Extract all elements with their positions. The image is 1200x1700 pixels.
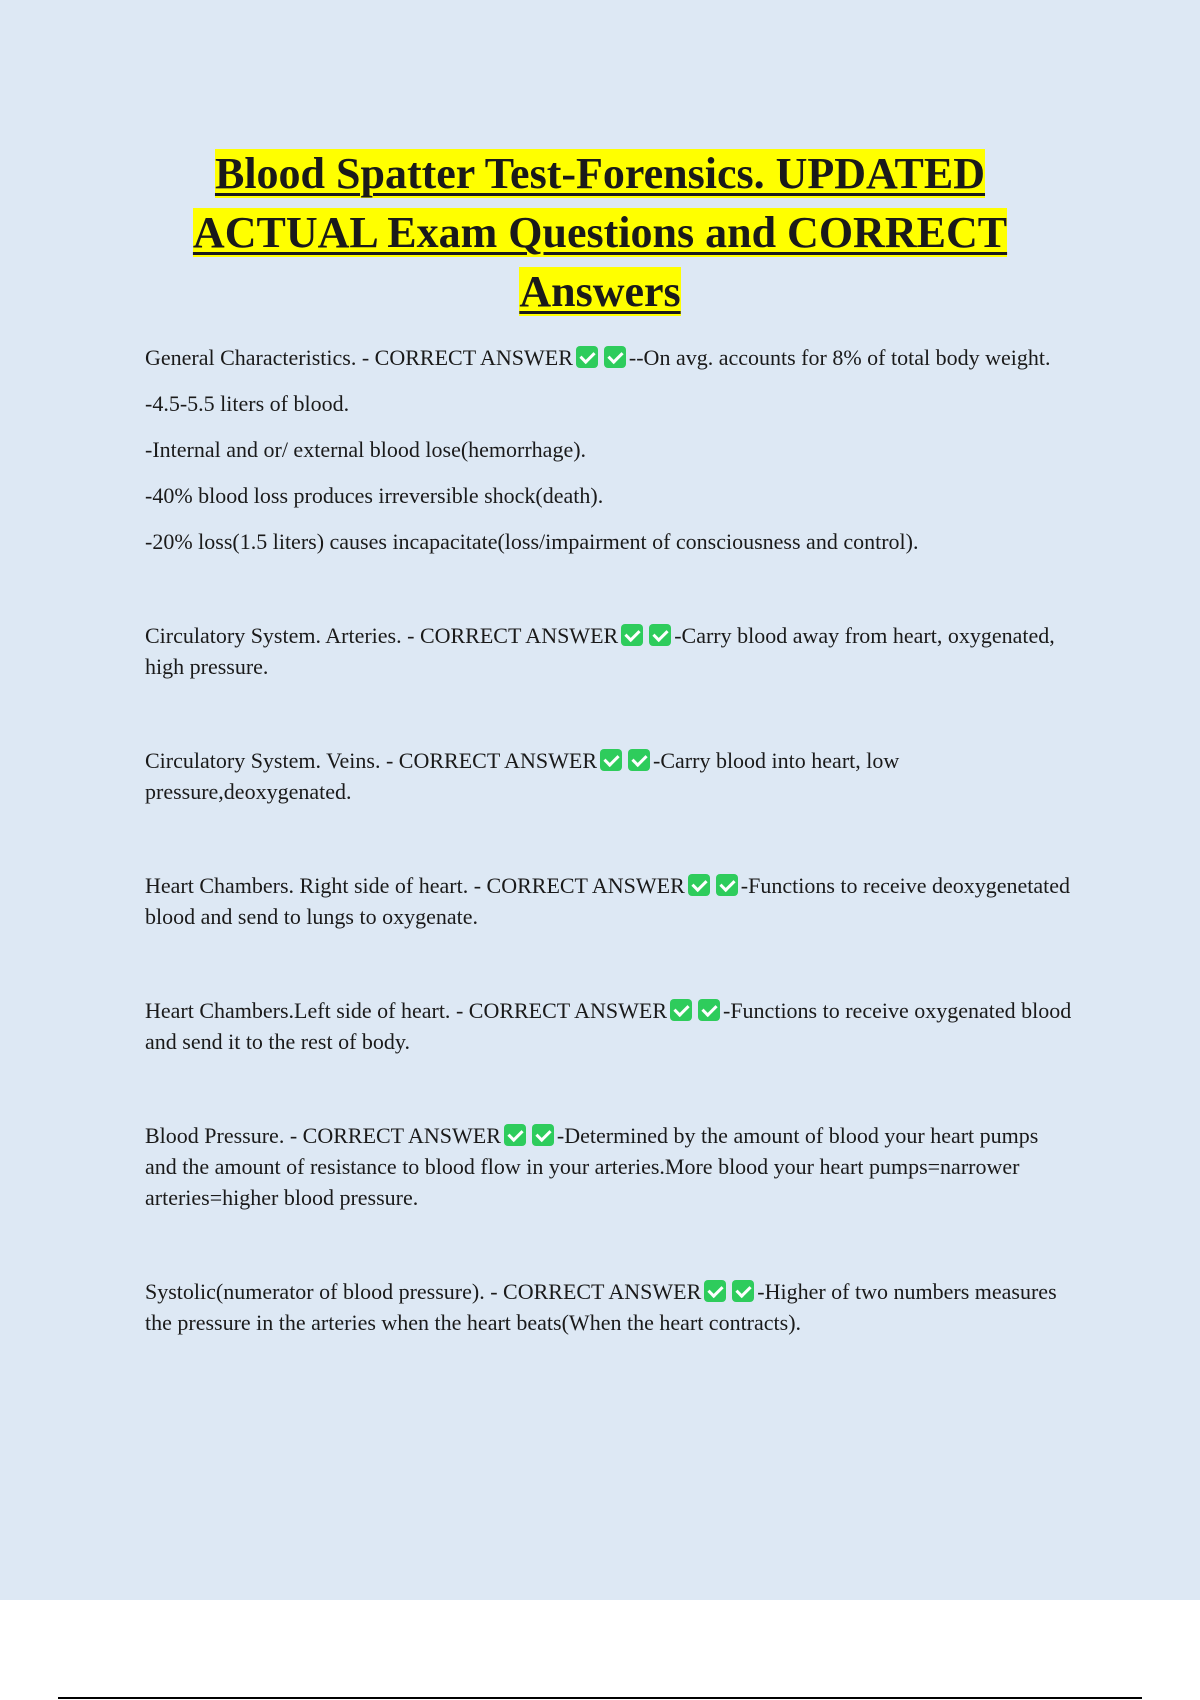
qa-entry-right-heart: [145, 870, 1075, 932]
answer-text: -Functions to receive deoxygenetated blood and send to lungs to oxygenate.: [145, 873, 1071, 929]
answer-marker: - CORRECT ANSWER: [361, 345, 573, 370]
check-mark-icon: [698, 999, 720, 1021]
answer-text: -Determined by the amount of blood your heart pumps and the amount of resistance to blood flow in your arteries.More blood your heart pumps=narrower arteries=higher blood pressure.: [145, 1123, 1039, 1210]
general-point: -40% blood loss produces irreversible shock(death).: [145, 483, 604, 508]
title-line-2: ACTUAL Exam Questions and CORRECT: [192, 208, 1008, 257]
answer-text: -Carry blood away from heart, oxygenated, high pressure.: [145, 623, 1055, 679]
check-mark-icon: [621, 624, 643, 646]
check-mark-icon: [604, 346, 626, 368]
question-text: Heart Chambers.Left side of heart.: [145, 998, 451, 1023]
check-mark-icon: [600, 749, 622, 771]
answer-marker: - CORRECT ANSWER: [289, 1123, 501, 1148]
qa-content: [145, 342, 1075, 1338]
answer-text: --On avg. accounts for 8% of total body weight.: [628, 345, 1051, 370]
question-text: Heart Chambers. Right side of heart.: [145, 873, 469, 898]
title-line-3: Answers: [519, 267, 681, 316]
general-point: -Internal and or/ external blood lose(hemorrhage).: [145, 437, 587, 462]
check-mark-icon: [504, 1124, 526, 1146]
question-text: Blood Pressure.: [145, 1123, 285, 1148]
qa-entry-blood-pressure: [145, 1120, 1075, 1213]
answer-text: -Higher of two numbers measures the pressure in the arteries when the heart beats(When the heart contracts).: [145, 1279, 1057, 1335]
qa-entry-left-heart: [145, 995, 1075, 1057]
check-mark-icon: [576, 346, 598, 368]
check-mark-icon: [628, 749, 650, 771]
question-text: Systolic(numerator of blood pressure).: [145, 1279, 485, 1304]
title-line-1: Blood Spatter Test-Forensics. UPDATED: [214, 149, 986, 198]
question-text: General Characteristics.: [145, 345, 357, 370]
check-mark-icon: [704, 1280, 726, 1302]
answer-marker: - CORRECT ANSWER: [455, 998, 667, 1023]
answer-marker: - CORRECT ANSWER: [490, 1279, 702, 1304]
qa-entry-general-characteristics: [145, 342, 1075, 373]
question-text: Circulatory System. Veins.: [145, 748, 381, 773]
answer-text: -Carry blood into heart, low pressure,deoxygenated.: [145, 748, 900, 804]
question-text: Circulatory System. Arteries.: [145, 623, 402, 648]
qa-entry-systolic: [145, 1276, 1075, 1338]
check-mark-icon: [670, 999, 692, 1021]
check-mark-icon: [688, 874, 710, 896]
answer-text: -Functions to receive oxygenated blood and send it to the rest of body.: [145, 998, 1072, 1054]
check-mark-icon: [649, 624, 671, 646]
qa-entry-arteries: [145, 620, 1075, 682]
check-mark-icon: [732, 1280, 754, 1302]
check-mark-icon: [532, 1124, 554, 1146]
footer-divider: [58, 1697, 1142, 1699]
answer-marker: - CORRECT ANSWER: [473, 873, 685, 898]
general-point: -4.5-5.5 liters of blood.: [145, 391, 350, 416]
general-point: -20% loss(1.5 liters) causes incapacitate(loss/impairment of consciousness and control).: [145, 529, 919, 554]
check-mark-icon: [716, 874, 738, 896]
answer-marker: - CORRECT ANSWER: [385, 748, 598, 773]
document-title: [100, 144, 1100, 321]
answer-marker: - CORRECT ANSWER: [407, 623, 619, 648]
qa-entry-veins: [145, 745, 1075, 807]
